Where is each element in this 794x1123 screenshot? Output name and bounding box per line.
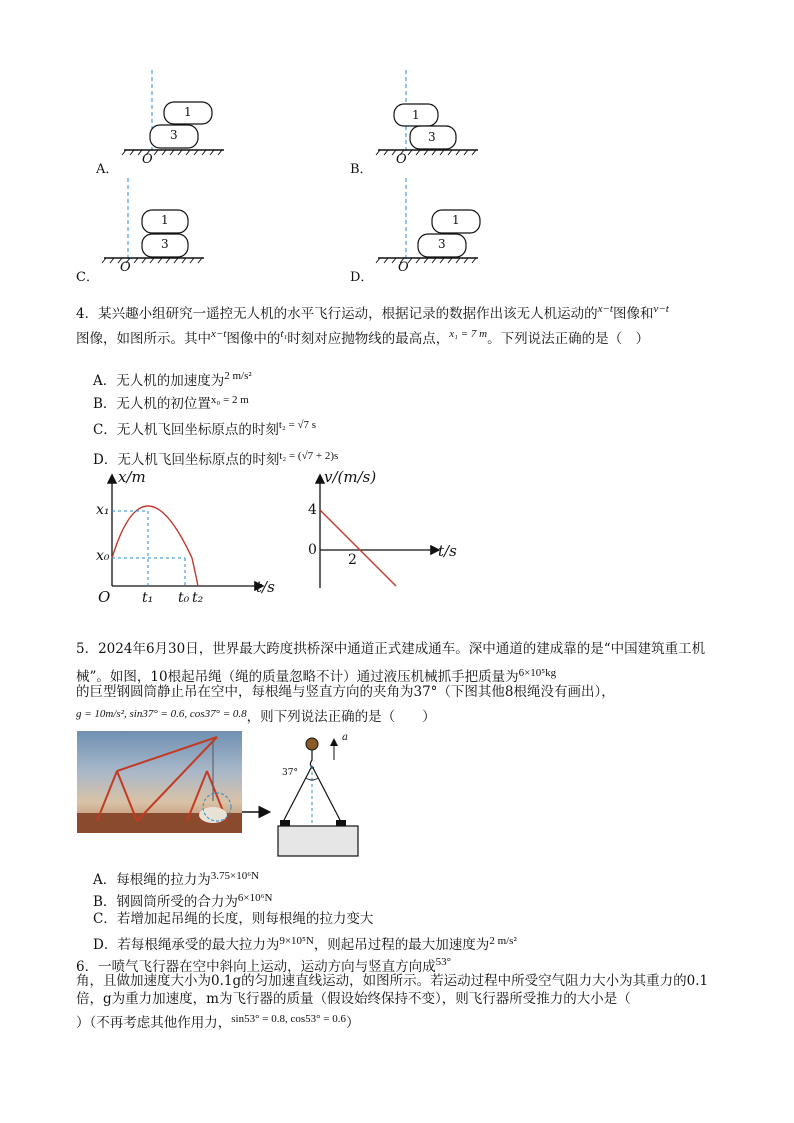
block-top-label: 1: [452, 213, 460, 227]
xt-tick-x0: x₀: [96, 548, 110, 564]
q5-line-4: $^{g = 10m/s^2, sin37^\circ = 0.6, cos37^\circ = 0.8}$，则下列说法正确的是（ ）: [76, 708, 436, 725]
vt-line: [320, 510, 396, 586]
q5-option-a: A．每根绳的拉力为$^{3.75\times 10^6N}$: [93, 870, 259, 888]
crane-schematic: [242, 730, 382, 865]
xt-tick-t2: t₂: [192, 590, 204, 606]
option-b-diagram: [350, 68, 510, 176]
block-top-label: 1: [161, 213, 169, 227]
vt-xlabel: t/s: [438, 542, 457, 560]
xt-tick-t1: t₁: [142, 590, 154, 606]
option-a-figure: [96, 68, 256, 176]
q4-line-2: 图像，如图所示。其中$^{x-t}$图像中的$^{t_1}$时刻对应抛物线的最高点，$^{x_1 = 7 m}$。下列说法正确的是（ ）: [76, 328, 650, 347]
q6-line-3: 倍，g为重力加速度，m为飞行器的质量（假设始终保持不变），则飞行器所受推力的大小是（: [76, 991, 631, 1007]
block-bottom-label: 3: [170, 128, 178, 142]
option-c-diagram: [76, 176, 236, 284]
q4-line-1: 4．某兴趣小组研究一遥控无人机的水平飞行运动，根据记录的数据作出该无人机运动的$^{x-t}$图像和$^{v-t}$: [76, 303, 669, 322]
q5-option-d: D．若每根绳承受的最大拉力为$^{9\times 10^5N}$，则起吊过程的最大加速度为$^{2 m/s^2}$: [93, 935, 517, 953]
crane-photo-drawing: [77, 731, 242, 833]
vt-graph: [298, 466, 468, 596]
origin-label: O: [398, 260, 409, 275]
block-top-label: 1: [184, 105, 192, 119]
vt-tick-0: 0: [308, 542, 317, 558]
vt-tick-4: 4: [308, 502, 317, 518]
option-c-letter: C．: [76, 270, 99, 285]
xt-tick-x1: x₁: [96, 502, 110, 518]
q5-line-2: 械”。如图，10根起吊绳（绳的质量忽略不计）通过液压机械抓手把质量为$^{6\times 10^5kg}$: [76, 667, 557, 685]
angle-label: 37°: [282, 768, 298, 778]
q4-option-a: A．无人机的加速度为$^{2 m/s^2}$: [93, 370, 252, 389]
q6-line-1: 6．一喷气飞行器在空中斜向上运动，运动方向与竖直方向成$^{53^\circ}$: [76, 956, 451, 975]
xt-ylabel: x/m: [118, 468, 146, 486]
vt-ylabel: v/(m/s): [324, 468, 377, 486]
xt-xlabel: t/s: [256, 578, 275, 596]
q5-option-c: C．若增加起吊绳的长度，则每根绳的拉力变大: [93, 911, 374, 927]
q5-line-1: 5．2024年6月30日，世界最大跨度拱桥深中通道正式建成通车。深中通道的建成靠的是“中国建筑重工机: [76, 641, 706, 657]
xt-parabola: [112, 506, 198, 586]
origin-label: O: [142, 152, 153, 167]
block-top-label: 1: [412, 108, 420, 122]
block-bottom-label: 3: [438, 237, 446, 251]
crane-photo: [77, 731, 242, 833]
q4-option-c: C．无人机飞回坐标原点的时刻$^{t_2 = √7 s}$: [93, 419, 317, 438]
option-b-letter: B．: [350, 162, 373, 177]
option-d-figure: [350, 176, 510, 284]
q5-option-b: B．钢圆筒所受的合力为$^{6\times 10^6N}$: [93, 892, 273, 910]
xt-origin: O: [98, 588, 111, 606]
xt-graph: [92, 466, 292, 612]
option-b-figure: [350, 68, 510, 176]
q4-option-d: D．无人机飞回坐标原点的时刻$^{t_2 = (√7 + 2)s}$: [93, 450, 339, 468]
q4-option-b: B．无人机的初位置$^{x_0 = 2 m}$: [93, 394, 249, 412]
q5-line-3: 的巨型钢圆筒静止吊在空中，每根绳与竖直方向的夹角为37°（下图其他8根绳没有画出），: [76, 684, 615, 700]
accel-label: a: [342, 732, 348, 743]
option-d-letter: D．: [350, 270, 374, 285]
option-c-figure: [76, 176, 236, 284]
rope-right: [312, 766, 340, 820]
option-d-diagram: [350, 176, 510, 284]
xt-tick-t0: t₀: [178, 590, 190, 606]
vt-tick-2: 2: [348, 552, 357, 568]
crane-schematic-svg: [242, 730, 382, 865]
q6-line-2: 角，且做加速度大小为0.1g的匀加速直线运动，如图所示。若运动过程中所受空气阻力大小为其重力的0.1: [76, 973, 709, 989]
origin-label: O: [120, 260, 131, 275]
hook: [306, 738, 318, 750]
option-a-letter: A．: [96, 162, 119, 177]
steel-cylinder: [278, 826, 358, 856]
q6-line-4: ）（不再考虑其他作用力，$^{sin53^\circ = 0.8, cos53^\circ = 0.6}$）: [76, 1013, 360, 1031]
block-bottom-label: 3: [428, 130, 436, 144]
option-a-diagram: [96, 68, 256, 176]
origin-label: O: [396, 152, 407, 167]
block-bottom-label: 3: [161, 237, 169, 251]
